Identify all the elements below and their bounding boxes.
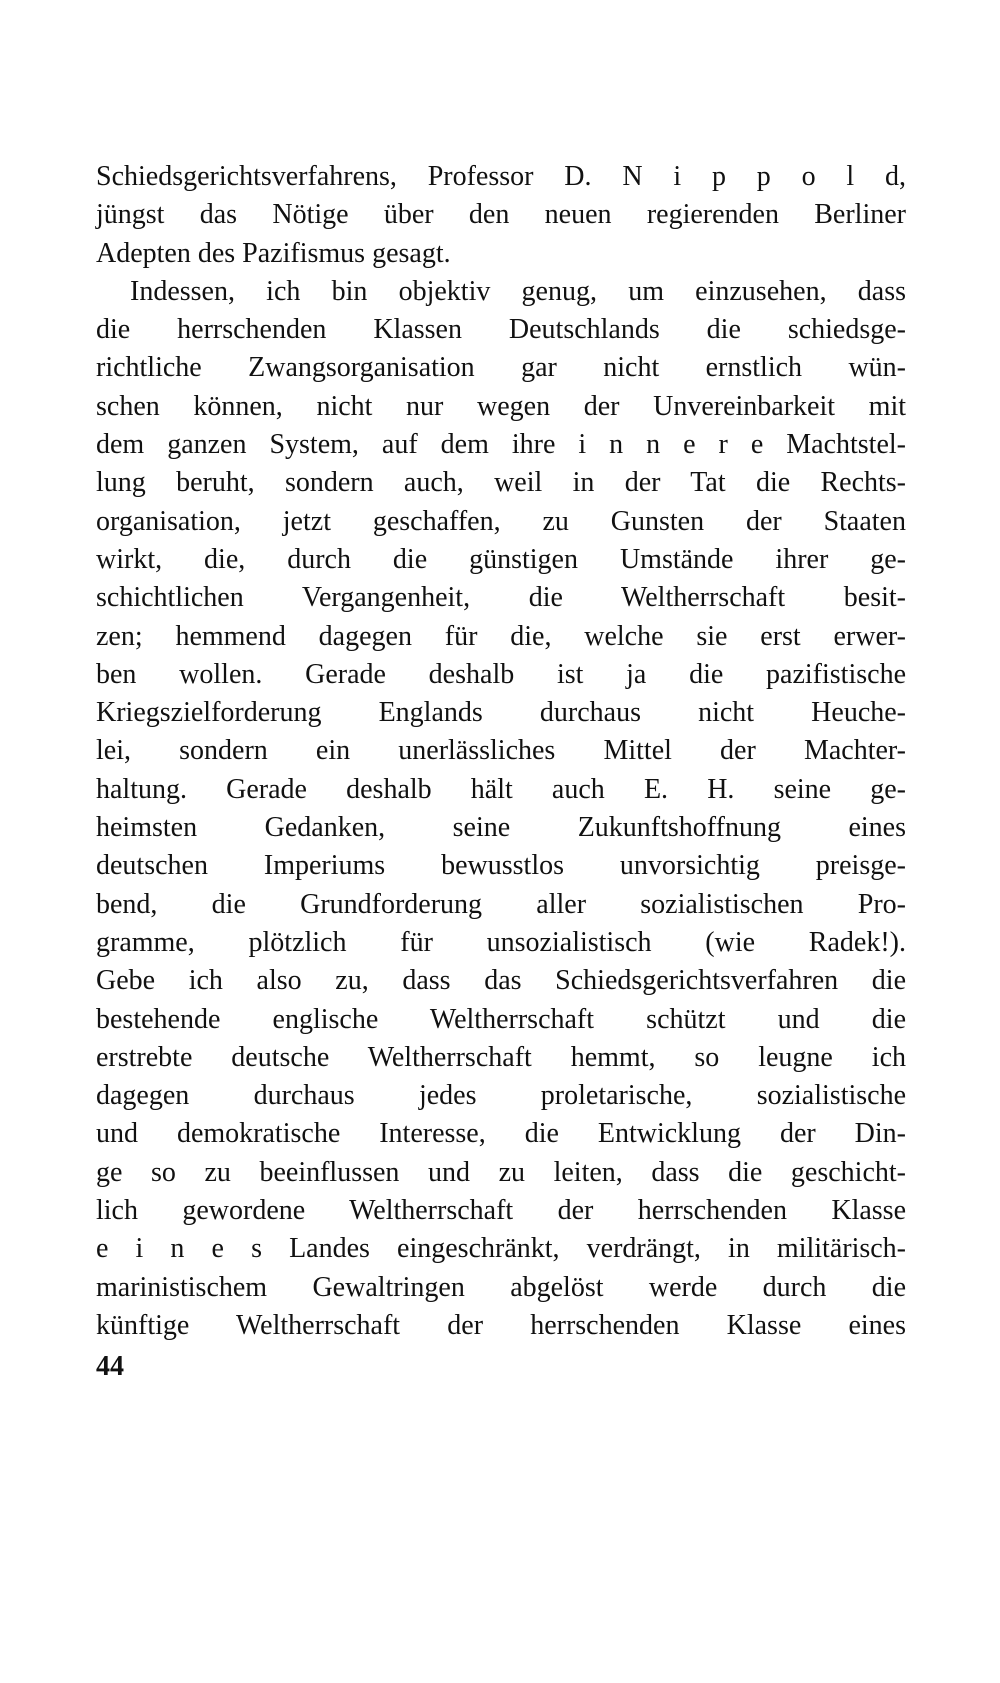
text-line: Kriegszielforderung Englands durchaus nicht Heuche- [96,697,906,729]
text-line: dem ganzen System, auf dem ihre i n n e r e Machtstel- [96,429,906,461]
text-line: deutschen Imperiums bewusstlos unvorsichtig preisge- [96,850,906,882]
text-line: marinistischem Gewaltringen abgelöst werde durch die [96,1271,906,1303]
text-line: heimsten Gedanken, seine Zukunftshoffnung eines [96,812,906,844]
text-line: zen; hemmend dagegen für die, welche sie erst erwer- [96,620,906,652]
text-line: lei, sondern ein unerlässliches Mittel der Machter- [96,735,906,767]
text-line: schen können, nicht nur wegen der Unvereinbarkeit mit [96,390,906,422]
text-line: schichtlichen Vergangenheit, die Weltherrschaft besit- [96,582,906,614]
text-line: Adepten des Pazifismus gesagt. [96,237,451,269]
text-line: erstrebte deutsche Weltherrschaft hemmt, so leugne ich [96,1041,906,1073]
text-line: lung beruht, sondern auch, weil in der Tat die Rechts- [96,467,906,499]
body-text [96,158,906,1345]
text-line: wirkt, die, durch die günstigen Umstände ihrer ge- [96,543,906,575]
text-line: die herrschenden Klassen Deutschlands die schiedsge- [96,314,906,346]
text-line: bend, die Grundforderung aller sozialistischen Pro- [96,888,906,920]
text-line: Schiedsgerichtsverfahrens, Professor D. N i p p o l d, [96,161,906,192]
paragraph-first-line: Indessen, ich bin objektiv genug, um einzusehen, dass [130,275,906,307]
text-line: organisation, jetzt geschaffen, zu Gunsten der Staaten [96,505,906,537]
text-line: und demokratische Interesse, die Entwicklung der Din- [96,1118,906,1150]
text-line: lich gewordene Weltherrschaft der herrschenden Klasse [96,1195,906,1227]
text-line: dagegen durchaus jedes proletarische, sozialistische [96,1080,906,1112]
text-line: bestehende englische Weltherrschaft schützt und die [96,1003,906,1035]
text-line: künftige Weltherrschaft der herrschenden Klasse eines [96,1309,906,1341]
text-line: e i n e s Landes eingeschränkt, verdrängt, in militärisch- [96,1233,906,1265]
text-line: ge so zu beeinflussen und zu leiten, dass die geschicht- [96,1156,906,1188]
text-line: gramme, plötzlich für unsozialistisch (wie Radek!). [96,926,906,958]
page-number: 44 [96,1351,124,1382]
text-line: ben wollen. Gerade deshalb ist ja die pazifistische [96,658,906,690]
text-line: jüngst das Nötige über den neuen regierenden Berliner [96,199,906,231]
text-line: Gebe ich also zu, dass das Schiedsgerichtsverfahren die [96,965,906,997]
text-line: haltung. Gerade deshalb hält auch E. H. seine ge- [96,773,906,805]
text-line: richtliche Zwangsorganisation gar nicht ernstlich wün- [96,352,906,384]
